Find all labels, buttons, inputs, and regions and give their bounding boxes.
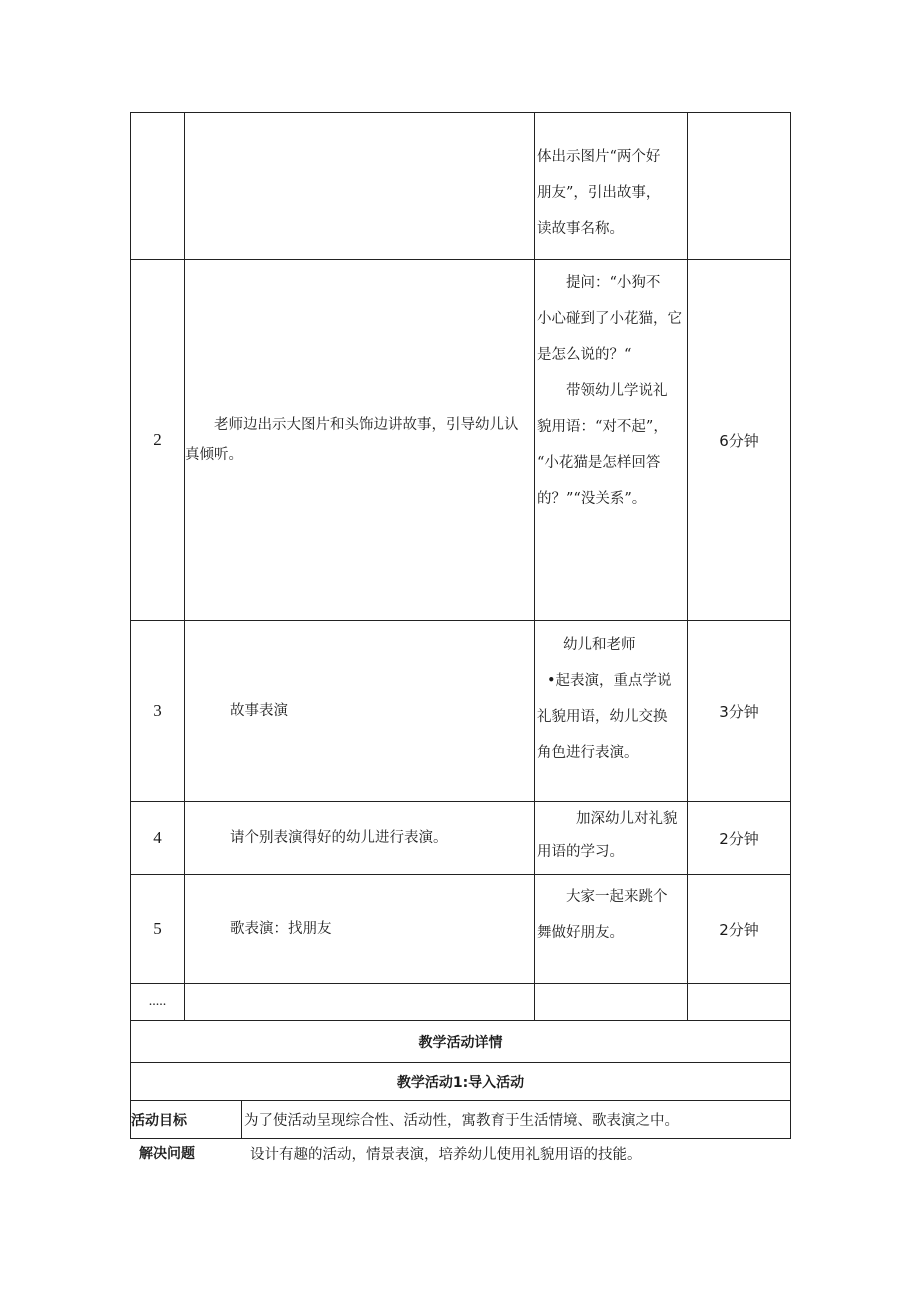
step-process: 请个别表演得好的幼儿进行表演。 (185, 802, 535, 874)
table-row (131, 983, 790, 1020)
step-intent: 加深幼儿对礼貌 用语的学习。 (535, 802, 688, 874)
table-row (131, 874, 790, 983)
step-time: 6分钟 (719, 431, 759, 450)
table-row (131, 620, 790, 801)
lesson-table (130, 112, 791, 1139)
goal-row (131, 1100, 790, 1138)
step-intent: 幼儿和老师 •起表演，重点学说 礼貌用语，幼儿交换 角色进行表演。 (535, 621, 688, 801)
step-number: 3 (131, 621, 185, 801)
goal-text: 为了使活动呈现综合性、活动性，寓教育于生活情境、歌表演之中。 (244, 1113, 679, 1129)
step-number: ..... (131, 984, 185, 1020)
solve-label: 解决问题 (139, 1146, 195, 1162)
table-row (131, 113, 790, 259)
step-time: 2分钟 (719, 920, 759, 939)
step-process: 故事表演 (185, 621, 535, 801)
step-time: 2分钟 (719, 829, 759, 848)
step-intent: 提问：“小狗不 小心碰到了小花猫，它 是怎么说的？“ 带领幼儿学说礼 貌用语：“对不起”， “小花猫是怎样回答 的？”“没关系”。 (535, 260, 688, 620)
step-process (185, 984, 535, 1020)
goal-label: 活动目标 (131, 1101, 242, 1138)
step-intent: 体出示图片“两个好 朋友”，引出故事， 读故事名称。 (535, 113, 688, 259)
step-intent (535, 984, 688, 1020)
step-number: 4 (131, 802, 185, 874)
step-time: 3分钟 (719, 702, 759, 721)
step-process: 歌表演：找朋友 (185, 875, 535, 983)
step-intent: 大家一起来跳个 舞做好朋友。 (535, 875, 688, 983)
step-process (185, 113, 535, 259)
step-number: 5 (131, 875, 185, 983)
step-process: 老师边出示大图片和头饰边讲故事，引导幼儿认真倾听。 (185, 260, 535, 620)
step-time (688, 984, 790, 1020)
step-number (131, 113, 185, 259)
step-time (688, 113, 790, 259)
table-row (131, 801, 790, 874)
solve-row (139, 1143, 642, 1163)
activity-title: 教学活动1:导入活动 (131, 1062, 790, 1100)
table-row (131, 259, 790, 620)
details-title: 教学活动详情 (131, 1020, 790, 1062)
solve-text: 设计有趣的活动，情景表演，培养幼儿使用礼貌用语的技能。 (250, 1147, 642, 1163)
step-number: 2 (131, 260, 185, 620)
